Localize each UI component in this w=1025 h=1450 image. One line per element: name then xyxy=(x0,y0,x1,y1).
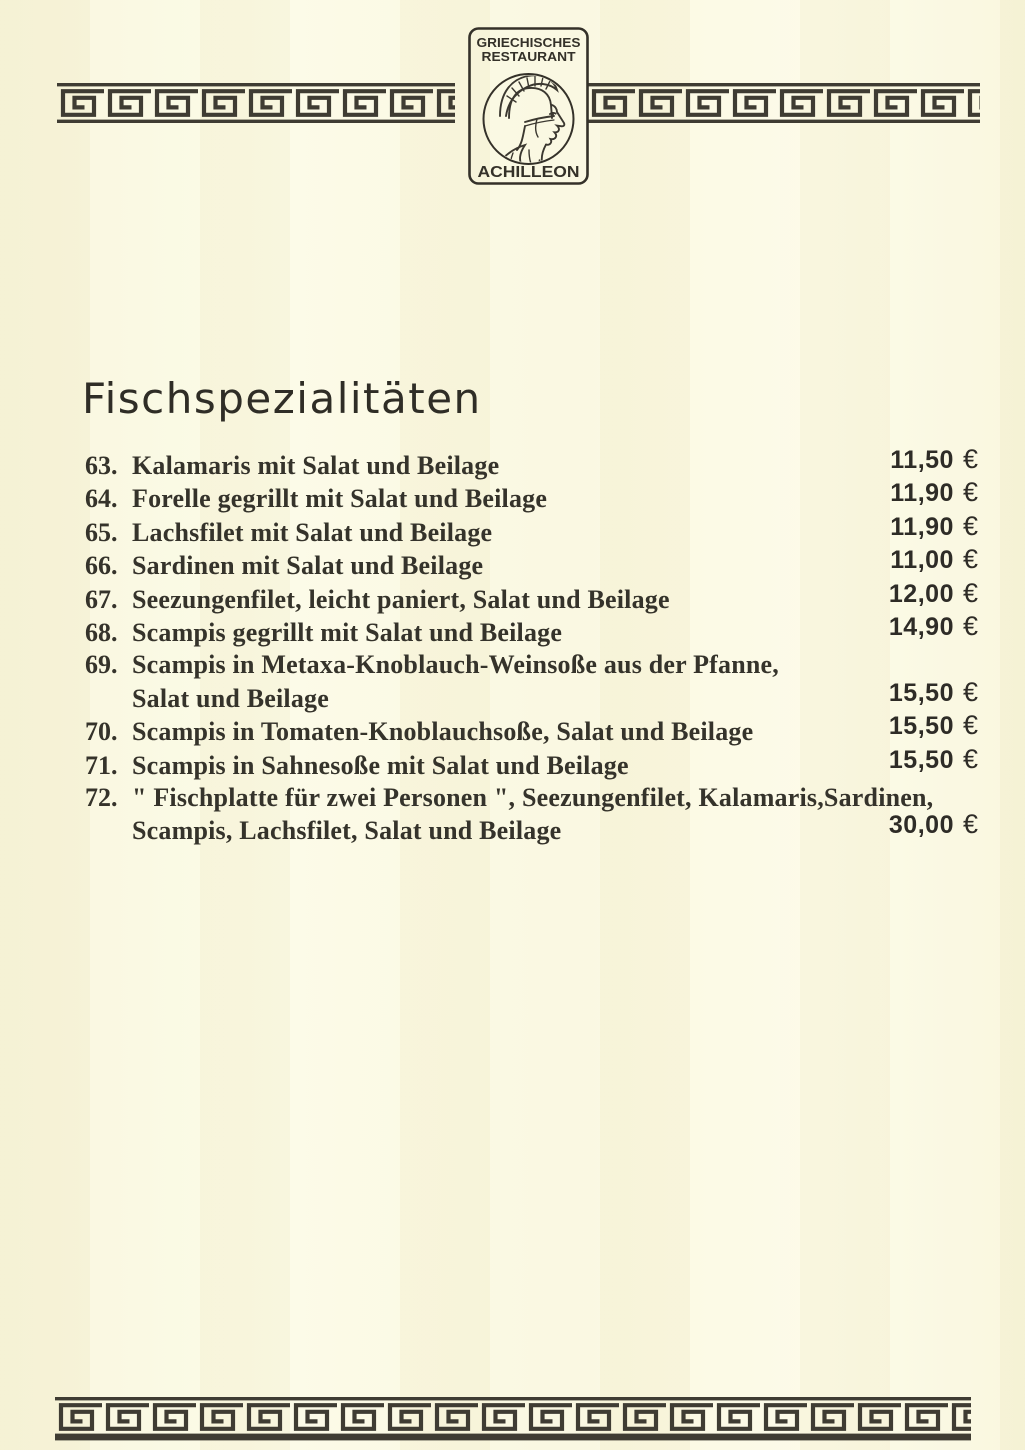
item-text: Sardinen mit Salat und Beilage xyxy=(132,551,484,581)
logo-text-griechisches: GRIECHISCHES xyxy=(476,35,581,50)
restaurant-logo xyxy=(467,26,590,186)
item-number: 66. xyxy=(85,551,118,581)
euro-symbol: € xyxy=(962,477,978,508)
item-text: Seezungenfilet, leicht paniert, Salat und Beilage xyxy=(132,584,670,614)
item-text: " Fischplatte für zwei Personen ", Seezungenfilet, Kalamaris,Sardinen, xyxy=(132,783,934,813)
euro-symbol: € xyxy=(962,809,978,840)
item-text: Scampis gegrillt mit Salat und Beilage xyxy=(132,618,563,648)
item-text: Salat und Beilage xyxy=(132,683,329,713)
greek-key-border-bottom xyxy=(55,1397,971,1441)
menu-item-row xyxy=(85,444,978,482)
logo-text-achilleon: ACHILLEON xyxy=(477,164,580,181)
menu-item-row xyxy=(85,611,978,649)
logo-text-restaurant: RESTAURANT xyxy=(481,49,576,64)
euro-symbol: € xyxy=(962,544,978,575)
item-text: Lachsfilet mit Salat und Beilage xyxy=(132,517,493,547)
item-price xyxy=(889,743,978,776)
item-price xyxy=(890,443,978,476)
greek-key-border-top-right xyxy=(588,83,980,123)
item-number: 70. xyxy=(85,717,118,747)
item-price xyxy=(889,808,978,841)
menu-item-row-continuation xyxy=(85,809,978,847)
item-price xyxy=(890,476,978,509)
euro-symbol: € xyxy=(962,676,978,707)
item-number: 69. xyxy=(85,650,118,680)
menu-section-title: Fischspezialitäten xyxy=(82,374,482,423)
item-price xyxy=(889,709,978,742)
menu-item-row xyxy=(85,649,978,681)
price-value: 30,00 xyxy=(888,811,954,840)
item-price xyxy=(889,676,978,709)
item-number: 71. xyxy=(85,750,118,780)
euro-symbol: € xyxy=(962,444,978,474)
price-value: 15,50 xyxy=(888,745,954,774)
greek-key-border-top-left xyxy=(57,83,455,123)
price-value: 14,90 xyxy=(888,613,954,642)
item-text: Kalamaris mit Salat und Beilage xyxy=(132,451,500,480)
warrior-head-icon xyxy=(497,75,573,176)
item-text: Scampis in Metaxa-Knoblauch-Weinsoße aus der Pfanne, xyxy=(132,650,779,680)
menu-item-row-continuation xyxy=(85,676,978,715)
euro-symbol: € xyxy=(962,611,978,642)
item-number: 65. xyxy=(85,517,118,547)
item-price xyxy=(889,577,978,610)
item-number: 67. xyxy=(85,584,118,614)
item-text: Scampis in Sahnesoße mit Salat und Beilage xyxy=(132,750,629,780)
item-price xyxy=(890,543,978,576)
menu-item-row xyxy=(85,544,978,582)
item-price xyxy=(890,510,978,543)
item-text: Scampis in Tomaten-Knoblauchsoße, Salat und Beilage xyxy=(132,717,754,747)
euro-symbol: € xyxy=(962,577,978,608)
price-value: 11,90 xyxy=(890,479,954,508)
menu-item-row xyxy=(85,782,978,814)
menu-item-row xyxy=(85,477,978,515)
euro-symbol: € xyxy=(962,510,978,541)
price-value: 11,90 xyxy=(890,512,954,541)
price-value: 15,50 xyxy=(888,678,954,707)
item-number: 64. xyxy=(85,484,118,514)
item-number: 72. xyxy=(85,783,118,813)
item-number: 63. xyxy=(85,451,118,480)
euro-symbol: € xyxy=(962,743,978,774)
menu-list xyxy=(85,444,978,848)
item-price xyxy=(889,610,978,643)
item-text: Forelle gegrillt mit Salat und Beilage xyxy=(132,484,548,514)
euro-symbol: € xyxy=(962,710,978,741)
menu-item-row xyxy=(85,743,978,782)
item-number: 68. xyxy=(85,618,118,648)
price-value: 12,00 xyxy=(888,579,954,608)
menu-item-row xyxy=(85,710,978,748)
price-value: 15,50 xyxy=(888,712,954,741)
menu-item-row xyxy=(85,510,978,549)
menu-item-row xyxy=(85,577,978,616)
price-value: 11,00 xyxy=(890,546,954,575)
price-value: 11,50 xyxy=(890,446,954,474)
item-text: Scampis, Lachsfilet, Salat und Beilage xyxy=(132,816,562,846)
